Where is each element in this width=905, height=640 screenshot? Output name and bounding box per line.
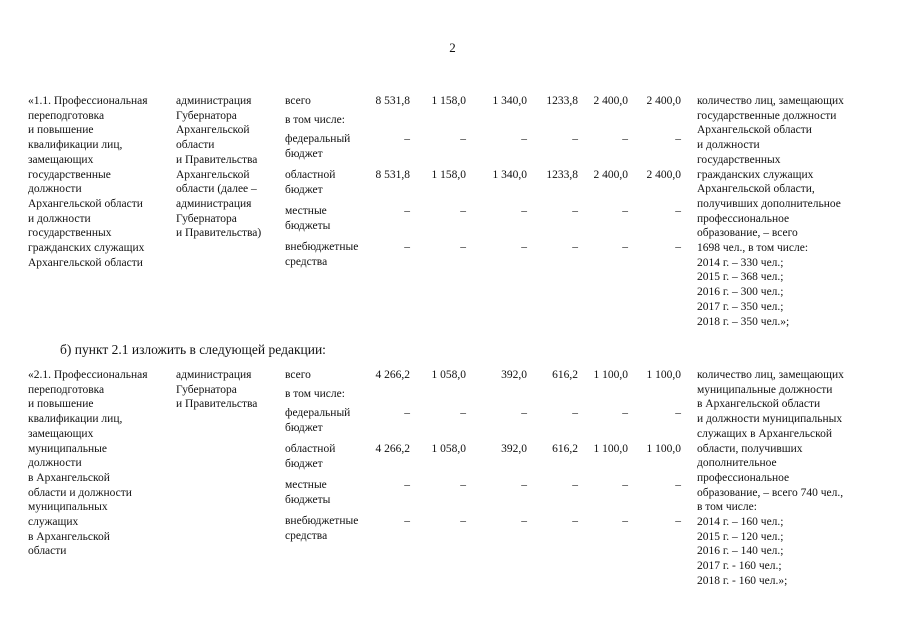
funding-source-label: местные бюджеты bbox=[285, 205, 331, 232]
funding-value-2: 1 158,0 bbox=[431, 169, 466, 181]
funding-value-3: 1 340,0 bbox=[492, 95, 527, 107]
funding-value-4: – bbox=[572, 133, 578, 145]
funding-value-5: 1 100,0 bbox=[593, 369, 628, 381]
measure-executor: администрация Губернатора и Правительства bbox=[176, 369, 258, 411]
funding-value-2: – bbox=[460, 133, 466, 145]
funding-source-label: в том числе: bbox=[285, 388, 345, 400]
funding-value-1: 8 531,8 bbox=[375, 169, 410, 181]
funding-value-6: – bbox=[675, 515, 681, 527]
funding-source-label: федеральный бюджет bbox=[285, 407, 351, 434]
funding-value-2: – bbox=[460, 479, 466, 491]
funding-source-label: областной бюджет bbox=[285, 169, 336, 196]
funding-value-6: 2 400,0 bbox=[646, 95, 681, 107]
funding-value-6: – bbox=[675, 205, 681, 217]
funding-value-3: – bbox=[521, 205, 527, 217]
measure-executor: администрация Губернатора Архангельской области и Правительства Архангельской области (далее – администрация Губернатора и Правительства) bbox=[176, 95, 262, 240]
measure-result: количество лиц, замещающих муниципальные должности в Архангельской области и должности муниципальных служащих в Архангельской области, получивших дополнительное профессиональное образование, – всего 740 чел., в том числе: 2014 г. – 160 чел.; 2015 г. – 120 чел.; 2016 г. – 140 чел.; 2017 г. - 160 чел.; 2018 г. - 160 чел.»; bbox=[697, 369, 844, 587]
funding-value-6: 2 400,0 bbox=[646, 169, 681, 181]
funding-value-2: – bbox=[460, 515, 466, 527]
funding-value-3: – bbox=[521, 407, 527, 419]
funding-value-4: 616,2 bbox=[552, 443, 578, 455]
funding-value-6: 1 100,0 bbox=[646, 369, 681, 381]
funding-value-2: – bbox=[460, 205, 466, 217]
funding-value-5: – bbox=[622, 241, 628, 253]
funding-value-4: – bbox=[572, 479, 578, 491]
funding-value-1: – bbox=[404, 205, 410, 217]
funding-source-label: всего bbox=[285, 95, 311, 107]
funding-value-4: – bbox=[572, 407, 578, 419]
instruction-text: б) пункт 2.1 изложить в следующей редакции: bbox=[60, 342, 326, 357]
funding-value-5: – bbox=[622, 133, 628, 145]
funding-source-label: в том числе: bbox=[285, 114, 345, 126]
funding-source-label: внебюджетные средства bbox=[285, 515, 359, 542]
funding-value-5: – bbox=[622, 515, 628, 527]
funding-value-4: – bbox=[572, 205, 578, 217]
funding-value-3: – bbox=[521, 515, 527, 527]
funding-value-1: 4 266,2 bbox=[375, 369, 410, 381]
funding-source-label: всего bbox=[285, 369, 311, 381]
funding-value-5: – bbox=[622, 407, 628, 419]
funding-source-label: федеральный бюджет bbox=[285, 133, 351, 160]
funding-value-1: – bbox=[404, 515, 410, 527]
funding-value-5: – bbox=[622, 205, 628, 217]
funding-value-1: 4 266,2 bbox=[375, 443, 410, 455]
funding-value-1: – bbox=[404, 479, 410, 491]
measure-title: «1.1. Профессиональная переподготовка и повышение квалификации лиц, замещающих государственные должности Архангельской области и должности государственных гражданских служащих Архангельской области bbox=[28, 95, 148, 269]
funding-value-5: 2 400,0 bbox=[593, 169, 628, 181]
funding-value-2: 1 058,0 bbox=[431, 443, 466, 455]
funding-value-6: – bbox=[675, 241, 681, 253]
funding-value-1: – bbox=[404, 133, 410, 145]
page-number: 2 bbox=[449, 40, 456, 55]
funding-value-4: 1233,8 bbox=[546, 95, 578, 107]
funding-value-5: 2 400,0 bbox=[593, 95, 628, 107]
funding-value-2: – bbox=[460, 241, 466, 253]
funding-value-3: – bbox=[521, 133, 527, 145]
funding-value-6: – bbox=[675, 479, 681, 491]
funding-value-3: – bbox=[521, 241, 527, 253]
measure-result: количество лиц, замещающих государственные должности Архангельской области и должности государственных гражданских служащих Архангельской области, получивших дополнительное профессиональное образование, – всего 1698 чел., в том числе: 2014 г. – 330 чел.; 2015 г. – 368 чел.; 2016 г. – 300 чел.; 2017 г. – 350 чел.; 2018 г. – 350 чел.»; bbox=[697, 95, 844, 328]
funding-source-label: местные бюджеты bbox=[285, 479, 331, 506]
funding-value-3: 392,0 bbox=[501, 369, 527, 381]
funding-value-4: 1233,8 bbox=[546, 169, 578, 181]
funding-value-5: – bbox=[622, 479, 628, 491]
funding-value-6: 1 100,0 bbox=[646, 443, 681, 455]
funding-source-label: областной бюджет bbox=[285, 443, 336, 470]
funding-value-1: 8 531,8 bbox=[375, 95, 410, 107]
funding-value-5: 1 100,0 bbox=[593, 443, 628, 455]
funding-value-3: 392,0 bbox=[501, 443, 527, 455]
funding-value-3: – bbox=[521, 479, 527, 491]
funding-value-1: – bbox=[404, 407, 410, 419]
funding-value-2: 1 058,0 bbox=[431, 369, 466, 381]
funding-value-3: 1 340,0 bbox=[492, 169, 527, 181]
funding-value-4: – bbox=[572, 241, 578, 253]
funding-value-6: – bbox=[675, 133, 681, 145]
funding-value-4: 616,2 bbox=[552, 369, 578, 381]
funding-value-1: – bbox=[404, 241, 410, 253]
funding-value-4: – bbox=[572, 515, 578, 527]
funding-value-6: – bbox=[675, 407, 681, 419]
funding-value-2: – bbox=[460, 407, 466, 419]
measure-title: «2.1. Профессиональная переподготовка и повышение квалификации лиц, замещающих муниципальные должности в Архангельской области и должности муниципальных служащих в Архангельской области bbox=[28, 369, 148, 558]
funding-value-2: 1 158,0 bbox=[431, 95, 466, 107]
funding-source-label: внебюджетные средства bbox=[285, 241, 359, 268]
